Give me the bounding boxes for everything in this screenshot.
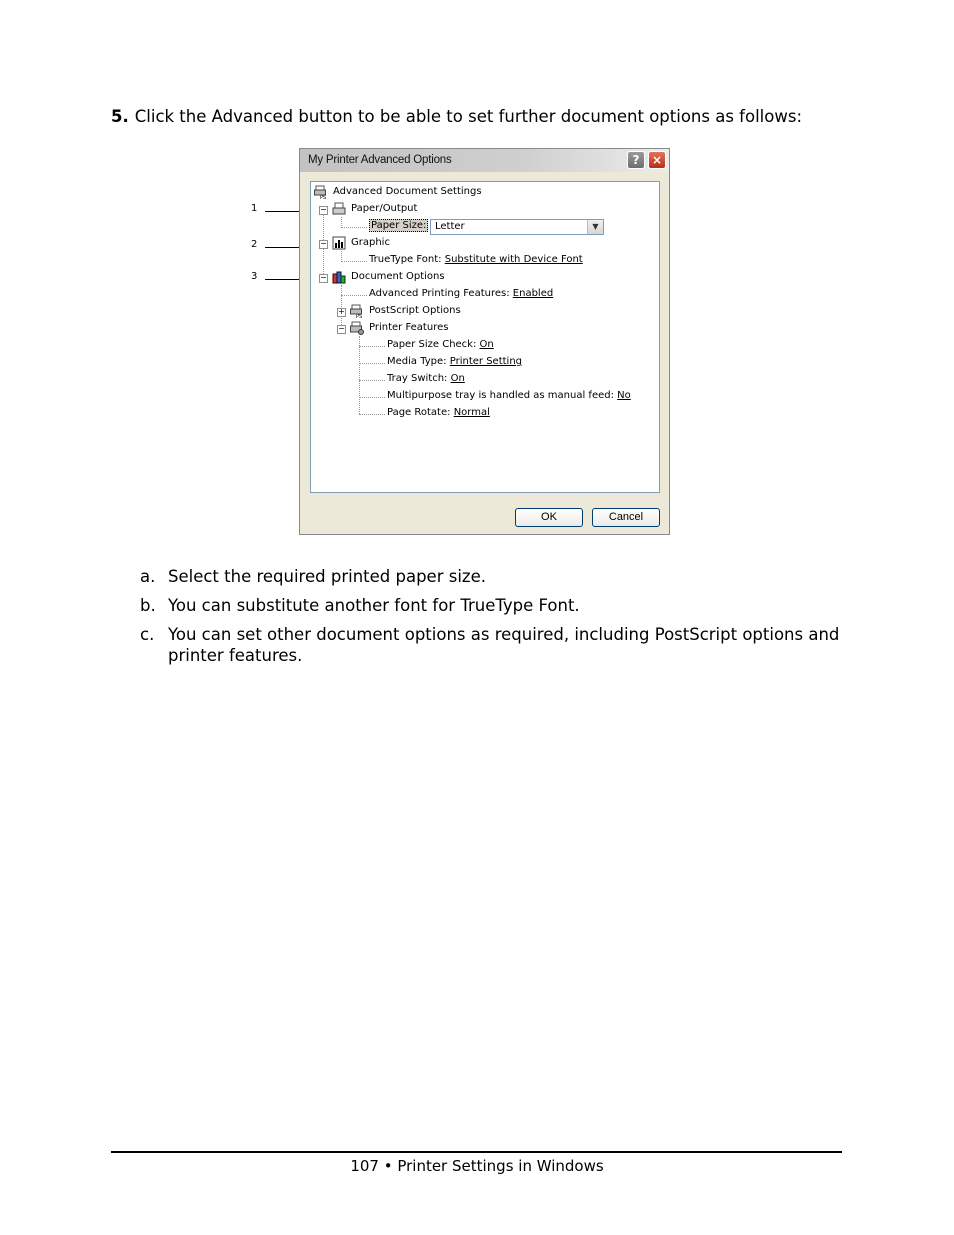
tree-line — [359, 414, 385, 415]
list-item — [140, 624, 840, 666]
dialog-titlebar[interactable] — [300, 149, 669, 172]
tree-line — [341, 261, 367, 262]
tree-item-advanced-printing[interactable] — [369, 287, 553, 301]
help-icon: ? — [632, 153, 640, 167]
collapse-icon[interactable]: − — [338, 324, 345, 333]
tree-line — [341, 295, 367, 296]
tree-line — [359, 346, 385, 347]
media-type-label: Media Type: — [387, 356, 447, 367]
step-number: 5. — [111, 107, 129, 126]
page-rotate-label: Page Rotate: — [387, 407, 451, 418]
paper-size-label: Paper Size: — [371, 220, 427, 231]
tree-line — [359, 336, 360, 414]
list-marker: b. — [140, 596, 156, 615]
printer-ps-icon — [314, 185, 328, 199]
paper-size-select[interactable] — [430, 219, 604, 235]
step-5 — [111, 106, 851, 128]
paper-output-icon — [332, 202, 346, 216]
list-item — [140, 595, 840, 616]
tree-item-root[interactable]: Advanced Document Settings — [333, 186, 482, 197]
expand-icon[interactable]: + — [338, 307, 345, 316]
svg-text:PS: PS — [356, 314, 363, 318]
collapse-icon[interactable]: − — [320, 205, 327, 214]
list-text: You can substitute another font for TrueType Font. — [168, 596, 580, 615]
footer-rule — [111, 1151, 842, 1153]
tree-item-paper-output[interactable]: Paper/Output — [351, 203, 418, 214]
paper-size-value: Letter — [435, 221, 465, 232]
printer-features-icon — [350, 321, 364, 335]
paper-size-check-value[interactable]: On — [479, 339, 494, 350]
list-item — [140, 566, 840, 587]
list-text: Select the required printed paper size. — [168, 567, 486, 586]
document-options-icon — [332, 270, 346, 284]
instruction-list — [140, 566, 840, 674]
tree-item-paper-size-check[interactable] — [387, 338, 494, 352]
callout-3: 3 — [251, 271, 258, 282]
close-button[interactable] — [648, 151, 666, 169]
list-text: You can set other document options as required, including PostScript options and printer features. — [168, 625, 840, 665]
tray-switch-value[interactable]: On — [450, 373, 465, 384]
tree-item-paper-size[interactable] — [369, 219, 428, 233]
tree-item-printer-features[interactable]: Printer Features — [369, 322, 449, 333]
callout-1: 1 — [251, 203, 258, 214]
advanced-options-dialog — [299, 148, 670, 535]
tree-item-media-type[interactable] — [387, 355, 522, 369]
tree-item-document-options[interactable]: Document Options — [351, 271, 445, 282]
help-button[interactable] — [627, 151, 645, 169]
tree-item-graphic[interactable]: Graphic — [351, 237, 390, 248]
page-footer: 107 • Printer Settings in Windows — [350, 1157, 604, 1175]
dialog-title: My Printer Advanced Options — [308, 154, 452, 166]
tree-item-page-rotate[interactable] — [387, 406, 490, 420]
collapse-icon[interactable]: − — [320, 239, 327, 248]
tree-line — [359, 363, 385, 364]
media-type-value[interactable]: Printer Setting — [449, 356, 523, 367]
advanced-printing-label: Advanced Printing Features: — [369, 288, 510, 299]
svg-text:PS: PS — [320, 195, 327, 199]
tree-item-multipurpose-tray[interactable] — [387, 389, 631, 403]
tray-switch-label: Tray Switch: — [387, 373, 448, 384]
collapse-icon[interactable]: − — [320, 273, 327, 282]
close-icon: × — [651, 153, 663, 167]
tree-item-truetype-font[interactable] — [369, 253, 583, 267]
settings-tree[interactable] — [310, 181, 660, 493]
chevron-down-icon[interactable]: ▼ — [587, 220, 603, 234]
truetype-value[interactable]: Substitute with Device Font — [444, 254, 583, 265]
graphic-icon — [332, 236, 346, 250]
paper-size-check-label: Paper Size Check: — [387, 339, 477, 350]
postscript-icon — [350, 304, 364, 318]
tree-line — [359, 380, 385, 381]
ok-button[interactable]: OK — [515, 508, 583, 527]
page-rotate-value[interactable]: Normal — [453, 407, 490, 418]
multipurpose-value[interactable]: No — [617, 390, 631, 401]
list-marker: c. — [140, 625, 155, 644]
tree-item-postscript-options[interactable]: PostScript Options — [369, 305, 461, 316]
truetype-label: TrueType Font: — [369, 254, 442, 265]
list-marker: a. — [140, 567, 156, 586]
callout-2: 2 — [251, 239, 258, 250]
cancel-button[interactable]: Cancel — [592, 508, 660, 527]
step-text: Click the Advanced button to be able to set further document options as follows: — [134, 107, 803, 126]
tree-item-tray-switch[interactable] — [387, 372, 465, 386]
advanced-printing-value[interactable]: Enabled — [512, 288, 554, 299]
multipurpose-label: Multipurpose tray is handled as manual feed: — [387, 390, 614, 401]
tree-line — [359, 397, 385, 398]
tree-line — [341, 227, 367, 228]
